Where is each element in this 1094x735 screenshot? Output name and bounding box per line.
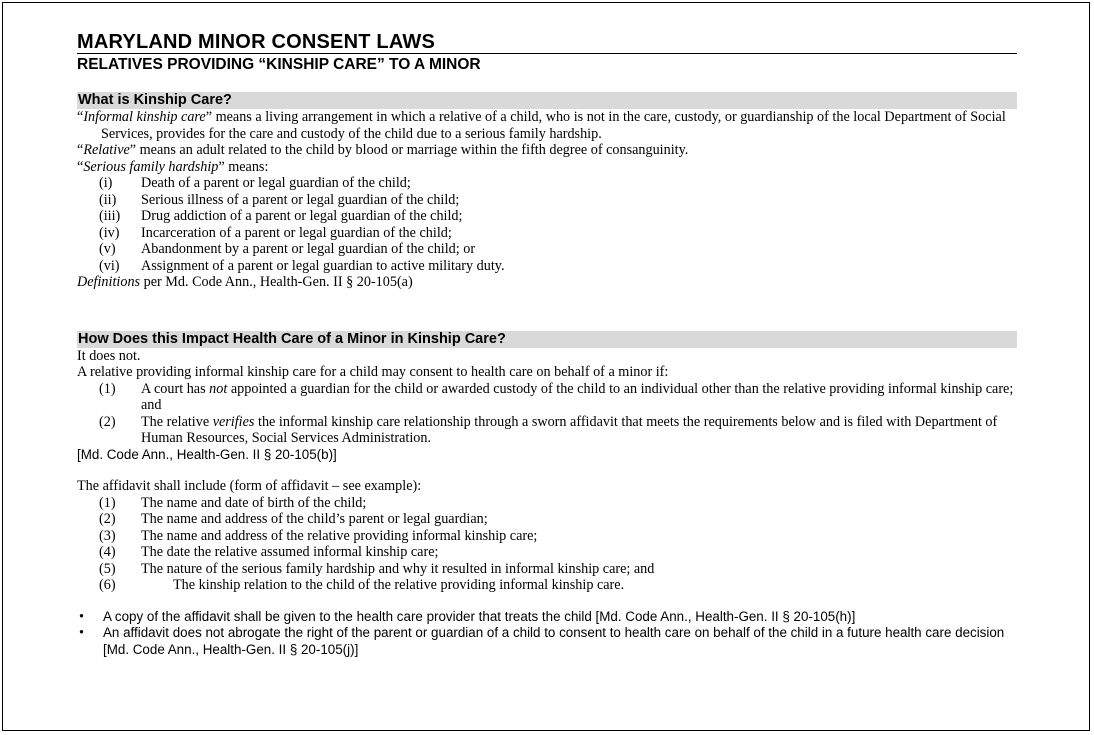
list-item: (1) A court has not appointed a guardian for the child or awarded custody of the child to an individual other than the relative providing informal kinship care; and xyxy=(99,380,1014,413)
list-item: (5) The nature of the serious family hardship and why it resulted in informal kinship care; and xyxy=(99,560,655,577)
hardship-list xyxy=(77,175,1017,274)
definitions-citation: Definitions per Md. Code Ann., Health-Gen. II § 20-105(a) xyxy=(77,274,413,290)
informal-kinship-term: Informal kinship care xyxy=(83,109,206,125)
affidavit-requirements-list xyxy=(77,495,1017,594)
hardship-definition: “Serious family hardship” means: xyxy=(77,158,269,175)
list-item: • A copy of the affidavit shall be given to the health care provider that treats the child [Md. Code Ann., Health-Gen. II § 20-105(h)] xyxy=(79,608,856,625)
list-item: (2) The name and address of the child’s parent or legal guardian; xyxy=(99,511,488,527)
impact-answer: It does not. xyxy=(77,347,141,364)
affidavit-intro: The affidavit shall include (form of affidavit – see example): xyxy=(77,478,422,494)
definitions-term: Definitions xyxy=(77,274,141,290)
informal-kinship-definition: “Informal kinship care” means a living arrangement in which a relative of a child, who is not in the care, custody, or guardianship of the local Department of Social Services, provides for the care and custody of the child due to a serious family hardship. xyxy=(77,109,1006,142)
list-item: (4) The date the relative assumed informal kinship care; xyxy=(99,544,439,560)
list-item: (i) Death of a parent or legal guardian of the child; xyxy=(99,175,411,191)
list-item: (6) The kinship relation to the child of the relative providing informal kinship care. xyxy=(99,577,625,593)
list-item: (iv) Incarceration of a parent or legal guardian of the child; xyxy=(99,224,452,241)
relative-text: ” means an adult related to the child by blood or marriage within the fifth degree of consanguinity. xyxy=(129,142,689,158)
relative-definition: “Relative” means an adult related to the child by blood or marriage within the fifth degree of consanguinity. xyxy=(77,142,689,158)
list-item: (ii) Serious illness of a parent or legal guardian of the child; xyxy=(99,191,460,208)
consent-citation: [Md. Code Ann., Health-Gen. II § 20-105(b)] xyxy=(77,446,337,462)
hardship-text: ” means: xyxy=(218,158,269,175)
list-item: (1) The name and date of birth of the child; xyxy=(99,494,367,511)
section-heading-kinship-care: What is Kinship Care? xyxy=(77,92,1017,109)
hardship-term: Serious family hardship xyxy=(83,158,219,175)
bullet-icon: • xyxy=(79,608,84,625)
document-title: MARYLAND MINOR CONSENT LAWS xyxy=(77,31,435,53)
consent-intro: A relative providing informal kinship care for a child may consent to health care on behalf of a minor if: xyxy=(77,364,669,380)
list-item: (3) The name and address of the relative providing informal kinship care; xyxy=(99,527,538,544)
notes-list xyxy=(77,609,1017,659)
document-page xyxy=(77,31,1017,658)
section-heading-health-care-impact: How Does this Impact Health Care of a Minor in Kinship Care? xyxy=(77,331,1017,348)
document-subtitle: RELATIVES PROVIDING “KINSHIP CARE” TO A MINOR xyxy=(77,53,1017,75)
consent-conditions-list xyxy=(77,381,1017,447)
informal-kinship-text: ” means a living arrangement in which a relative of a child, who is not in the care, custody, or guardianship of the local Department of Social Services, provides for the care and custody of the child due to a serious family hardship. xyxy=(101,109,1006,142)
bullet-icon: • xyxy=(79,625,84,641)
list-item: (vi) Assignment of a parent or legal guardian to active military duty. xyxy=(99,257,505,274)
list-item: (iii) Drug addiction of a parent or legal guardian of the child; xyxy=(99,208,463,224)
list-item: • An affidavit does not abrogate the right of the parent or guardian of a child to consent to health care on behalf of the child in a future health care decision [Md. Code Ann., Health-Gen. II § 20-105(j)] xyxy=(79,625,1005,657)
list-item: (2) The relative verifies the informal kinship care relationship through a sworn affidavit that meets the requirements below and is filed with Department of Human Resources, Social Services Administration. xyxy=(99,413,998,446)
relative-term: Relative xyxy=(83,142,130,158)
list-item: (v) Abandonment by a parent or legal guardian of the child; or xyxy=(99,241,476,257)
document-frame xyxy=(2,2,1090,731)
